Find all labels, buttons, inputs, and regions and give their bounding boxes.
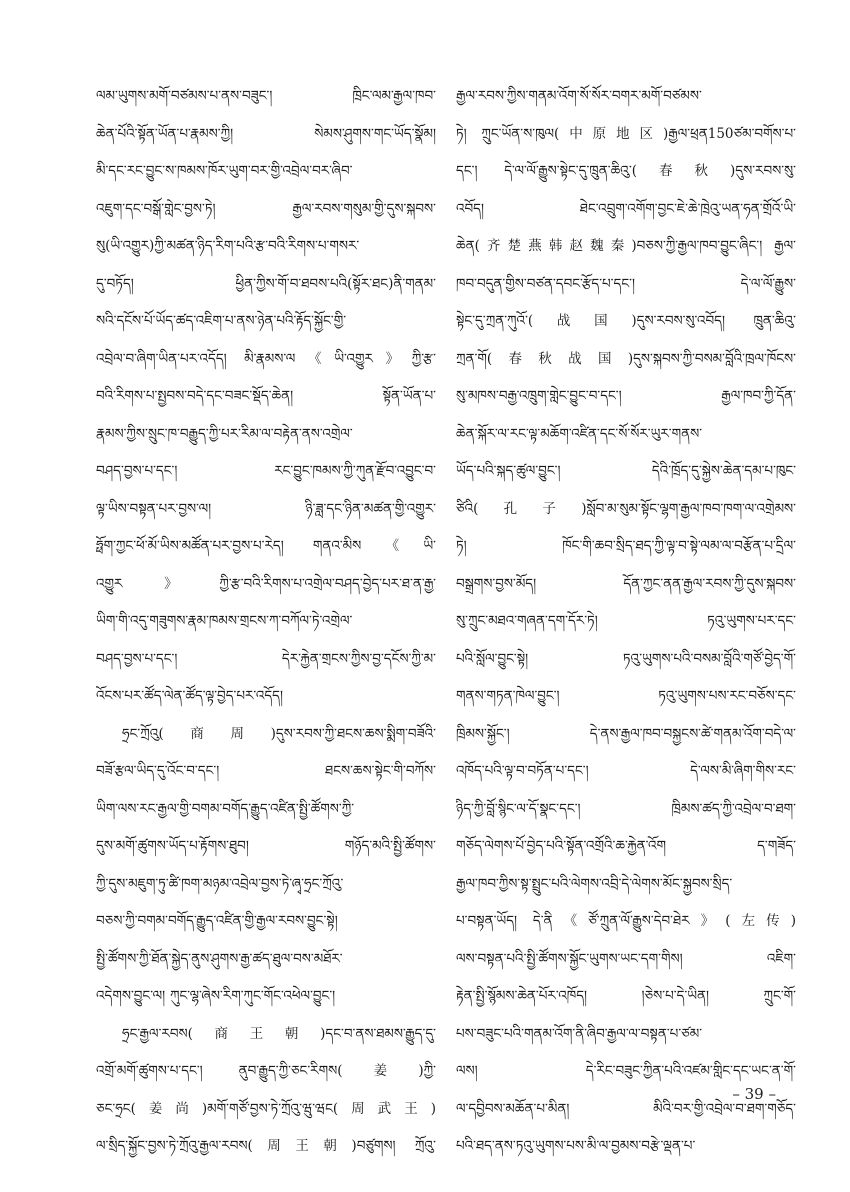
text-line: བཤད་བྱས་པ་དང་། རང་བྱུང་ཁམས་ཀྱི་ཀུན་རྫོབ་འབྱུང་བ་ <box>96 463 436 479</box>
text-line: འབོད། ཐེང་འབྲུག་འགོག་བྱང་ཇེ་ཆེ་ཁྲེའུ་ཡན་ཧན་གྲོའོ་ཡི་ <box>456 200 796 217</box>
text-line: འོངས་པར་ཚོད་ལེན་ཚོད་ལྟ་བྱེད་པར་འདོད། <box>96 688 283 704</box>
text-line: པའི་སློལ་བྱུང་སྟེ། ཏའུ་ཡུགས་པའི་བསམ་བློའི་གཙོ་བྱེད་གོ་ <box>456 650 796 667</box>
text-line: སུ་མཁས་བརྒྱ་འཁྲུག་གླེང་བྱུང་བ་དང་། རྒྱལ་ཁབ་ཀྱི་དོན་ <box>456 388 796 404</box>
text-line: པ་བསྟན་ཡོད། དེ་ནི《ཙོ་ཀྲུན་ལོ་རྒྱུས་དེབ་ཐེར》(左传) <box>456 913 796 929</box>
text-line: འབྲེལ་བ་ཞིག་ཡིན་པར་འདོད། མི་རྣམས་ལ《ཡི་འགྱུར》ཀྱི་རྩ་ <box>96 350 436 367</box>
text-line: ཡིག་ལས་རང་རྒྱལ་གྱི་བགམ་བགོད་རྒྱུད་འཛིན་སྤྱི་ཚོགས་ཀྱི་ <box>96 800 355 817</box>
text-line: ཆེན(齐楚燕韩赵魏秦)བཅས་ཀྱི་རྒྱལ་ཁབ་བྱུང་ཞིང་། རྒྱལ་ <box>456 238 796 254</box>
text-line: ཁབ་བདུན་གྱིས་བཙན་དབང་རྩོད་པ་དང་། དེ་ལ་ལོ་རྒྱུས་ <box>456 275 796 292</box>
text-line: ཡོད་པའི་སྐད་ཚུལ་བྱུང་། དེའི་ཁྲོད་དུ་སྐྱེས་ཆེན་དམ་པ་ཁུང་ <box>456 463 796 479</box>
text-line: ལྟ་ཡིས་བསྟན་པར་བྱས་ལ། ཉི་ཟླ་དང་ཉིན་མཚན་གྱི་འགྱུར་ <box>96 500 436 517</box>
text-line: འཇུག་དང་བསྒོ་གླེང་བྱས་ཏེ། རྒྱལ་རབས་གསུམ་གྱི་དུས་སྐབས་ <box>96 200 436 217</box>
text-line: ཀྲན་གོ(春秋战国)དུས་སྐབས་ཀྱི་བསམ་བློའི་ཁྲལ་ཁོངས་ <box>456 350 796 367</box>
text-line: རྟེན་སྤྱི་སྙོམས་ཆེན་པོར་འཁོད། །ཅེས་པ་དེ་ཡིན། ཀྲུང་གོ་ <box>456 988 796 1004</box>
text-line: བཅས་ཀྱི་བགམ་བགོད་རྒྱུད་འཛིན་གྱི་རྒྱལ་རབས་བྱུང་སྟེ། <box>96 913 338 929</box>
text-line: བཟོ་རྩལ་ཡིད་དུ་འོང་བ་དང་། ཐངས་ཆས་སྟེང་གི་བཀོས་ <box>96 763 436 779</box>
text-line: ཅང་ཧྲང(姜尚)མགོ་གཙོ་བྱས་ཏེ་ཀྲོའུ་ཝུ་ཝང(周武王) <box>96 1100 436 1117</box>
text-line: ལས། དེ་རིང་བཟུང་ཀྱིན་པའི་འཛམ་གླིང་དང་ཡང་ན་གོ་ <box>456 1063 796 1079</box>
text-line: བའི་རིགས་པ་སྤྱབས་བདེ་དང་བཟང་སྡོད་ཆེན། སྟོན་ཡོན་པ་ <box>96 388 436 404</box>
text-line: སའི་དངོས་པོ་ཡོད་ཚད་འཇིག་པ་ནས་ཉེན་པའི་རྟོད་སྐྱོང་གྱི་ <box>96 313 347 329</box>
text-line: ལས་བསྟན་པའི་སྤྱི་ཚོགས་སྐྱོང་ཡུགས་ཡང་དག་གིས། འཇིག་ <box>456 950 796 967</box>
text-line: འགྲོ་མགོ་ཚུགས་པ་དང་། ནུབ་རྒྱུད་ཀྱི་ཅང་རིགས(姜)ཀྱི་ <box>96 1063 436 1079</box>
text-line: ཁྲིམས་སྐྱོང་། དེ་ནས་རྒྱལ་ཁབ་བསྐྱངས་ཚེ་གནམ་འོག་བདེ་ལ་ <box>456 725 796 742</box>
text-line: ཧྲང་ཀྲོའུ(商周)དུས་རབས་ཀྱི་ཐངས་ཆས་སྨིག་བཟོའི་ <box>122 725 436 742</box>
text-line: གནས་གཏན་ཁེལ་བྱུང་། ཏའུ་ཡུགས་པས་རང་བཅོས་དང་ <box>456 688 796 704</box>
text-line: འཁོད་པའི་ལྟ་བ་བཏོན་པ་དང་། དེ་ལས་མི་ཞིག་གིས་རང་ <box>456 763 796 779</box>
text-line: བཤད་བྱས་པ་དང་། དེར་རྐྱེན་གྲངས་ཀྱིས་བྱ་དངོས་ཀྱི་མ་ <box>96 650 436 667</box>
right-text-column <box>456 78 796 1166</box>
text-line: ཙིའི(孔子)སློབ་མ་སུམ་སྟོང་ལྷག་རྒྱལ་ཁབ་ཁག་ལ་འགྲེམས་ <box>456 500 796 517</box>
text-line: མི་དང་རང་བྱུང་ས་ཁམས་ཁོར་ཡུག་བར་གྱི་འབྲེལ་བར་ཞིབ་ <box>96 163 353 179</box>
text-line: དུས་མགོ་ཚུགས་ཡོད་པ་རྟོགས་ཐུབ། གཉོད་མའི་སྤྱི་ཚོགས་ <box>96 838 436 854</box>
text-line: ཆེན་པོའི་སྟོན་ཡོན་པ་རྣམས་ཀྱི། སེམས་ཤུགས་གང་ཡོད་སྣོམ། <box>96 125 436 142</box>
left-text-column <box>96 78 436 1166</box>
text-line: སྟེང་དུ་ཀྲན་ཀུའོ་(战国)དུས་རབས་སུ་འབོད། ཁྲུན་ཆིའུ་ <box>456 313 796 329</box>
text-line: རྒྱལ་རབས་ཀྱིས་གནམ་འོག་སོ་སོར་བགར་མགོ་བཙམས་ <box>456 88 702 104</box>
text-line: འགྱུར》ཀྱི་རྩ་བའི་རིགས་པ་འགྲེལ་བཤད་བྱེད་པར་ཐ་ན་རྒྱ་ <box>96 575 436 592</box>
text-line: དུ་བཏོད། ཕྱིན་ཀྱིས་གོ་བ་ཐབས་པའི(སྟོར་ཐང)ནི་གནམ་ <box>96 275 436 292</box>
text-line: ཡིག་གི་འདུ་གཟུགས་རྣམ་ཁམས་གྲངས་ཀ་བཀོལ་ཏེ་འགྲེལ་ <box>96 613 353 629</box>
text-line: རྒྱལ་ཁབ་ཀྱིས་སྟ་སྤྲུང་པའི་ལེགས་འབྲི་དེ་ལེགས་མོང་སྐྱབས་སྲིད་ <box>456 875 733 892</box>
text-line: པའི་ཐད་ནས་ཏའུ་ཡུགས་པས་མི་ལ་བྱམས་བརྩེ་ལྡན་པ་ <box>456 1138 696 1154</box>
text-line: ལ་སྲིད་སྐྱོང་བྱས་ཏེ་ཀྲོའུ་རྒྱལ་རབས(周王朝)བཙུགས། ཀྲོའུ་ <box>96 1138 436 1154</box>
text-line: ཏེ། ཀྲུང་ཡོན་ས་ཁུལ(中原地区)རྒྱལ་ཕྲན150ཙམ་བགོས་པ་ <box>456 125 796 142</box>
page-number: – 39 – <box>732 1085 776 1103</box>
text-line: བསྒྲགས་བྱས་མོད། དོན་ཀྱང་ནན་རྒྱལ་རབས་ཀྱི་དུས་སྐབས་ <box>456 575 796 592</box>
text-line: སུ(ཡི་འགྱུར)ཀྱི་མཚན་ཉིད་རིག་པའི་རྩ་བའི་རིགས་པ་གསར་ <box>96 238 360 254</box>
text-line: དང་། དེ་ལ་ལོ་རྒྱུས་སྟེང་དུ་ཁྲུན་ཆིའུ་(春秋)དུས་རབས་སུ་ <box>456 163 796 179</box>
text-line: ཧྥོག་ཀྱང་ཕོ་མོ་ཡིས་མཚོན་པར་བྱས་པ་རེད། གནའ་མིས《ཡི་ <box>96 538 436 554</box>
text-line: ཆེན་སྐོར་ལ་རང་ལྟ་མཆོག་འཛིན་དང་སོ་སོར་ཡུར་གནས་ <box>456 425 703 442</box>
text-line: པས་བཟུང་པའི་གནམ་འོག་ནི་ཞིབ་རྒྱལ་ལ་བསྟན་པ་ཙམ་ <box>456 1025 703 1042</box>
text-line: སུ་ཀྲུང་མཐའ་གཞན་དག་དོར་ཏེ། ཏའུ་ཡུགས་པར་དང་ <box>456 613 796 629</box>
text-line: ལམ་ཡུགས་མགོ་བཙམས་པ་ནས་བཟུང་། ཁྲིང་ལམ་རྒྱལ་ཁབ་ <box>96 88 436 104</box>
text-line: ཏེ། ཁོང་གི་ཆབ་སྲིད་ཐད་ཀྱི་ལྟ་བ་སྟེ་ལམ་ལ་བརྩོན་པ་དྲིལ་ <box>456 538 796 554</box>
text-line: སྤྱི་ཚོགས་ཀྱི་ཐོན་སྐྱེད་ནུས་ཤུགས་རྒྱ་ཚད་ཐུལ་བས་མཐོར་ <box>96 950 343 967</box>
text-line: གཅོད་ལེགས་པོ་བྱེད་པའི་སྟོན་འགྲོའི་ཆ་རྐྱེན་འོག ད་གཟོད་ <box>456 838 796 854</box>
text-line: ཀྱི་དུས་མཇུག་ཏུ་ཚི་ཁག་མཉམ་འབྲེལ་བྱས་ཏེ་ཞྭ་ཧྲང་ཀྲོའུ་ <box>96 875 344 892</box>
text-line: འདེགས་བྱུང་ལ། ཀུང་ལྷ་ཞེས་རིག་ཀུང་གོང་འཕེལ་བྱུང་། <box>96 988 336 1004</box>
text-line: རྣམས་ཀྱིས་སྲུང་ཁ་བརྒྱུད་ཀྱི་པར་རིམ་ལ་བརྟེན་ནས་འགྲེལ་ <box>96 425 353 442</box>
text-line: ཧྲང་རྒྱལ་རབས(商王朝)དང་བ་ནས་ཐམས་རྒྱུད་དུ་ <box>122 1025 436 1042</box>
text-line: ལ་དབྱིབས་མཆོན་པ་མིན། མིའི་བར་གྱི་འབྲེལ་བ་ཐག་གཅོད་ <box>456 1100 796 1117</box>
text-line: ཉིད་ཀྱི་བློ་སྙིང་ལ་དོ་སྣང་དང་། ཁྲིམས་ཚད་ཀྱི་འབྲེལ་བ་ཐག་ <box>456 800 796 817</box>
